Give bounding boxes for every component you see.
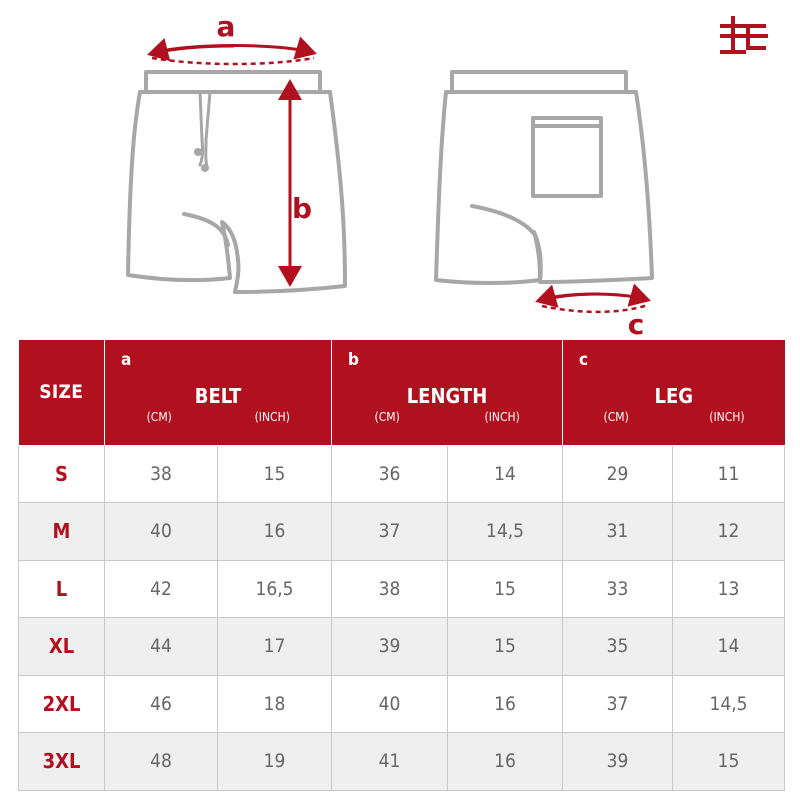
length-cm-cell: 40 xyxy=(332,675,448,733)
belt-inch-cell: 19 xyxy=(218,733,332,791)
leg-cm-cell: 35 xyxy=(563,618,673,676)
front-shorts-outline xyxy=(128,72,345,292)
back-shorts-outline xyxy=(436,72,652,283)
length-inch-cell: 15 xyxy=(448,560,563,618)
belt-inch-cell: 17 xyxy=(218,618,332,676)
belt-inch-cell: 15 xyxy=(218,445,332,503)
length-cm-cell: 41 xyxy=(332,733,448,791)
table-row-xl xyxy=(19,618,785,676)
leg-unit-inch: (INCH) xyxy=(709,410,745,424)
table-row-l xyxy=(19,560,785,618)
leg-unit-cm: (CM) xyxy=(603,410,629,424)
size-cell: S xyxy=(19,445,105,503)
label-c: c xyxy=(627,308,645,340)
length-inch-cell: 15 xyxy=(448,618,563,676)
belt-measure-dashed xyxy=(152,58,314,64)
belt-cm-cell: 46 xyxy=(105,675,218,733)
leg-label: LEG xyxy=(654,384,694,408)
length-inch-cell: 14,5 xyxy=(448,503,563,561)
leg-cm-cell: 39 xyxy=(563,733,673,791)
label-a: a xyxy=(216,10,236,43)
length-unit-inch: (INCH) xyxy=(484,410,520,424)
size-chart-table xyxy=(18,340,785,791)
belt-cm-cell: 38 xyxy=(105,445,218,503)
leg-letter: c xyxy=(579,350,589,370)
belt-inch-cell: 16 xyxy=(218,503,332,561)
belt-letter: a xyxy=(121,350,132,370)
leg-inch-cell: 11 xyxy=(673,445,785,503)
leg-cm-cell: 37 xyxy=(563,675,673,733)
brand-monogram-logo xyxy=(722,18,766,52)
drawstring-end-2 xyxy=(201,164,209,172)
belt-measure-arrow-tail xyxy=(150,46,234,54)
table-header-row xyxy=(19,340,785,445)
size-cell: M xyxy=(19,503,105,561)
length-inch-cell: 16 xyxy=(448,733,563,791)
belt-unit-inch: (INCH) xyxy=(254,410,290,424)
table-row-3xl xyxy=(19,733,785,791)
leg-column-header xyxy=(563,340,785,445)
belt-unit-cm: (CM) xyxy=(146,410,172,424)
table-row-2xl xyxy=(19,675,785,733)
leg-inch-cell: 14,5 xyxy=(673,675,785,733)
length-cm-cell: 39 xyxy=(332,618,448,676)
leg-inch-cell: 13 xyxy=(673,560,785,618)
belt-inch-cell: 18 xyxy=(218,675,332,733)
length-letter: b xyxy=(348,350,359,370)
length-cm-cell: 37 xyxy=(332,503,448,561)
table-row-s xyxy=(19,445,785,503)
leg-measure-arrow-tail xyxy=(538,294,600,301)
belt-inch-cell: 16,5 xyxy=(218,560,332,618)
length-cm-cell: 38 xyxy=(332,560,448,618)
length-column-header xyxy=(332,340,563,445)
belt-cm-cell: 44 xyxy=(105,618,218,676)
size-cell: L xyxy=(19,560,105,618)
leg-inch-cell: 12 xyxy=(673,503,785,561)
length-label: LENGTH xyxy=(406,384,488,408)
size-column-header: SIZE xyxy=(19,340,105,445)
size-cell: 2XL xyxy=(19,675,105,733)
drawstring-end-1 xyxy=(194,148,202,156)
leg-inch-cell: 15 xyxy=(673,733,785,791)
leg-cm-cell: 31 xyxy=(563,503,673,561)
shorts-diagram xyxy=(0,0,800,340)
belt-cm-cell: 42 xyxy=(105,560,218,618)
belt-label: BELT xyxy=(194,384,242,408)
length-inch-cell: 16 xyxy=(448,675,563,733)
belt-cm-cell: 40 xyxy=(105,503,218,561)
leg-cm-cell: 29 xyxy=(563,445,673,503)
length-unit-cm: (CM) xyxy=(374,410,400,424)
length-inch-cell: 14 xyxy=(448,445,563,503)
leg-cm-cell: 33 xyxy=(563,560,673,618)
leg-inch-cell: 14 xyxy=(673,618,785,676)
size-cell: 3XL xyxy=(19,733,105,791)
label-b: b xyxy=(291,192,313,225)
belt-cm-cell: 48 xyxy=(105,733,218,791)
length-cm-cell: 36 xyxy=(332,445,448,503)
size-cell: XL xyxy=(19,618,105,676)
table-row-m xyxy=(19,503,785,561)
belt-column-header xyxy=(105,340,332,445)
